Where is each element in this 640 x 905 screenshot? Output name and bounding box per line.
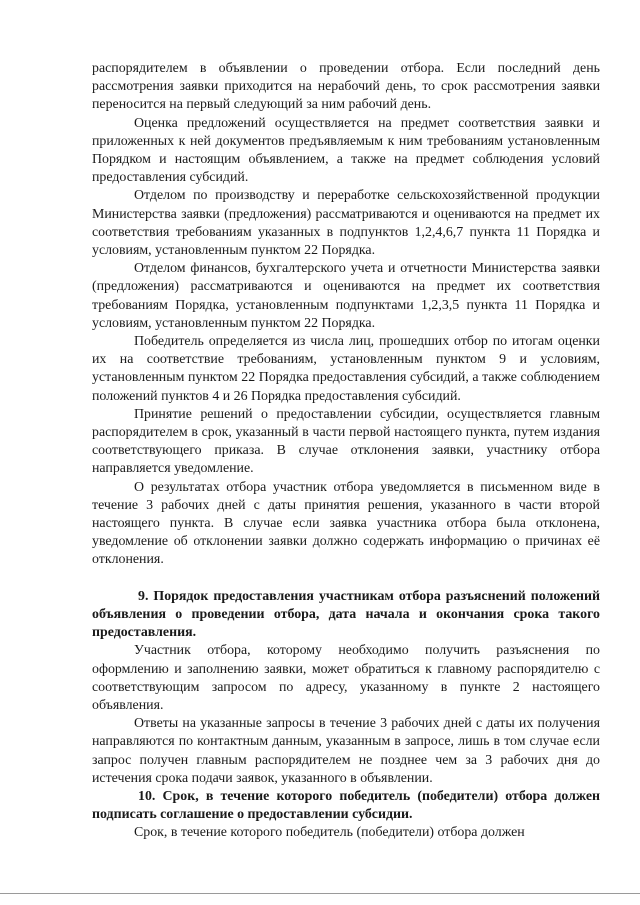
footer-rule xyxy=(0,893,640,894)
paragraph-winner: Победитель определяется из числа лиц, прошедших отбор по итогам оценки их на соответствие требованиям, установленным пунктом 9 и условиям, установленным пунктом 22 Порядка предоставления субсидий, а также соблюдением положений пунктов 4 и 26 Порядка предоставления субсидий. xyxy=(92,334,600,404)
paragraph-continuation: распорядителем в объявлении о проведении отбора. Если последний день рассмотрения заявки приходится на нерабочий день, то срок рассмотрения заявки переносится на первый следующий за ним рабочий день. xyxy=(92,61,600,113)
paragraph-decision: Принятие решений о предоставлении субсидии, осуществляется главным распорядителем в срок, указанный в части первой настоящего пункта, путем издания соответствующего приказа. В случае отклонения заявки, участнику отбора направляется уведомление. xyxy=(92,406,600,477)
section-9-paragraph: Участник отбора, которому необходимо получить разъяснения по оформлению и заполнению заявки, может обратиться к главному распорядителю с соответствующим запросом по адресу, указанному в пункте 2 настоящего объявления. xyxy=(92,643,600,713)
paragraph-finance-department: Отделом финансов, бухгалтерского учета и отчетности Министерства заявки (предложения) рассматриваются и оцениваются на предмет их соответствия требованиям Порядка, установленным подпунктами 1,2,3,5 пункта 11 Порядка и условиям, установленным пунктом 22 Порядка. xyxy=(92,261,600,331)
paragraph-evaluation: Оценка предложений осуществляется на предмет соответствия заявки и приложенных к ней документов предъявляемым к ним требованиям установленным Порядком и настоящим объявлением, а также на предмет соблюдения условий предоставления субсидий. xyxy=(92,115,600,186)
section-spacer xyxy=(92,570,600,588)
section-9-paragraph: Ответы на указанные запросы в течение 3 рабочих дней с даты их получения направляются по контактным данным, указанным в запросе, лишь в том случае если запрос получен главным распорядителем не позднее чем за 3 рабочих дня до истечения срока подачи заявок, указанного в объявлении. xyxy=(92,716,600,786)
section-10-heading: 10. Срок, в течение которого победитель (победители) отбора должен подписать соглашение о предоставлении субсидии. xyxy=(92,788,600,823)
section-10-paragraph: Срок, в течение которого победитель (победители) отбора должен xyxy=(134,825,525,841)
section-9-heading: 9. Порядок предоставления участникам отбора разъяснений положений объявления о проведении отбора, дата начала и окончания срока такого предоставления. xyxy=(92,588,600,641)
paragraph-notification: О результатах отбора участник отбора уведомляется в письменном виде в течение 3 рабочих дней с даты принятия решения, указанного в части второй настоящего пункта. В случае если заявка участника отбора была отклонена, уведомление об отклонении заявки должно содержать информацию о причинах её отклонения. xyxy=(92,479,600,568)
document-page xyxy=(92,60,600,843)
paragraph-production-department: Отделом по производству и переработке сельскохозяйственной продукции Министерства заявки (предложения) рассматриваются и оцениваются на предмет их соответствия требованиям указанных в подпунктов 1,2,4,6,7 пункта 11 Порядка и условиям, установленным пунктом 22 Порядка. xyxy=(92,188,600,259)
